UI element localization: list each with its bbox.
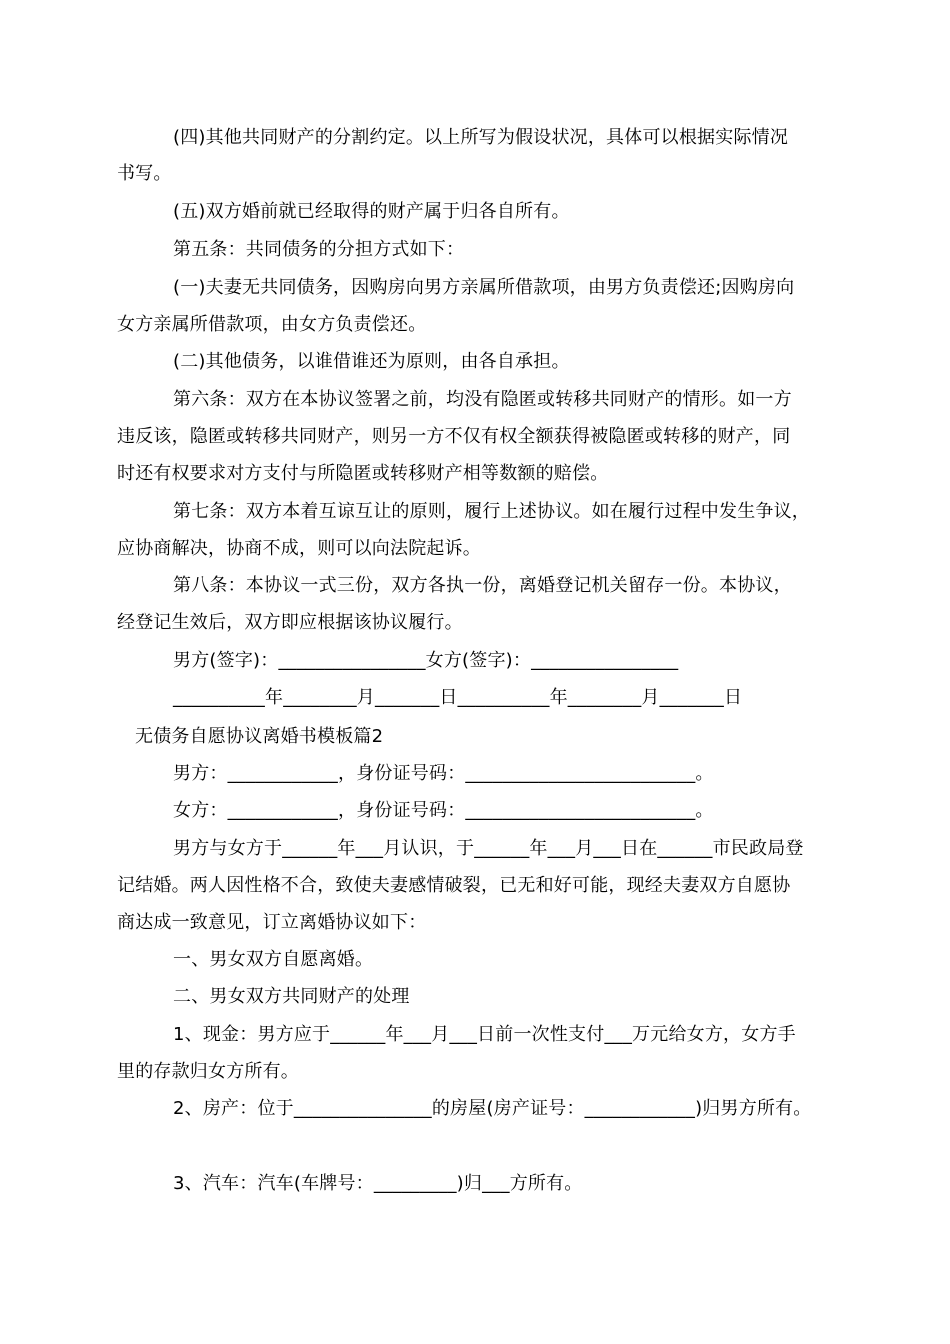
paragraph-line: 男方与女方于______年___月认识，于______年___月___日在______市民政局登 <box>173 838 804 859</box>
paragraph-line: 记结婚。两人因性格不合，致使夫妻感情破裂，已无和好可能，现经夫妻双方自愿协 <box>117 875 791 896</box>
paragraph-line: 书写。 <box>117 163 172 184</box>
clause-line: 2、房产：位于_______________的房屋(房产证号：____________)归男方所有。 <box>173 1098 812 1119</box>
clause-line: 1、现金：男方应于______年___月___日前一次性支付___万元给女方，女方手 <box>173 1024 796 1045</box>
section-heading: 第五条：共同债务的分担方式如下： <box>173 239 465 260</box>
paragraph-line: 应协商解决，协商不成，则可以向法院起诉。 <box>117 538 481 559</box>
paragraph-line: 时还有权要求对方支付与所隐匿或转移财产相等数额的赔偿。 <box>117 463 609 484</box>
paragraph-line: (二)其他债务，以谁借谁还为原则，由各自承担。 <box>173 351 570 372</box>
clause-line: 二、男女双方共同财产的处理 <box>173 986 410 1007</box>
paragraph-line: (一)夫妻无共同债务，因购房向男方亲属所借款项，由男方负责偿还;因购房向 <box>173 277 795 298</box>
paragraph-line: (五)双方婚前就已经取得的财产属于归各自所有。 <box>173 201 570 222</box>
paragraph-line: 违反该，隐匿或转移共同财产，则另一方不仅有权全额获得被隐匿或转移的财产，同 <box>117 426 791 447</box>
clause-line: 一、男女双方自愿离婚。 <box>173 949 374 970</box>
paragraph-line: 第七条：双方本着互谅互让的原则，履行上述协议。如在履行过程中发生争议， <box>173 501 810 522</box>
paragraph-line: 第六条：双方在本协议签署之前，均没有隐匿或转移共同财产的情形。如一方 <box>173 389 792 410</box>
party-line: 男方：____________，身份证号码：_________________________。 <box>173 763 714 784</box>
paragraph-line: 经登记生效后，双方即应根据该协议履行。 <box>117 612 463 633</box>
paragraph-line: 商达成一致意见，订立离婚协议如下： <box>117 912 427 933</box>
signature-line: 男方(签字)：________________女方(签字)：________________ <box>173 650 679 671</box>
date-line: __________年________月_______日__________年________月_______日 <box>173 687 743 708</box>
paragraph-line: 女方亲属所借款项，由女方负责偿还。 <box>117 314 427 335</box>
party-line: 女方：____________，身份证号码：_________________________。 <box>173 800 714 821</box>
paragraph-line: 第八条：本协议一式三份，双方各执一份，离婚登记机关留存一份。本协议， <box>173 575 792 596</box>
clause-line: 3、汽车：汽车(车牌号：_________)归___方所有。 <box>173 1173 583 1194</box>
section-title: 无债务自愿协议离婚书模板篇2 <box>135 726 384 747</box>
paragraph-line: (四)其他共同财产的分割约定。以上所写为假设状况，具体可以根据实际情况 <box>173 127 789 148</box>
paragraph-line: 里的存款归女方所有。 <box>117 1061 299 1082</box>
